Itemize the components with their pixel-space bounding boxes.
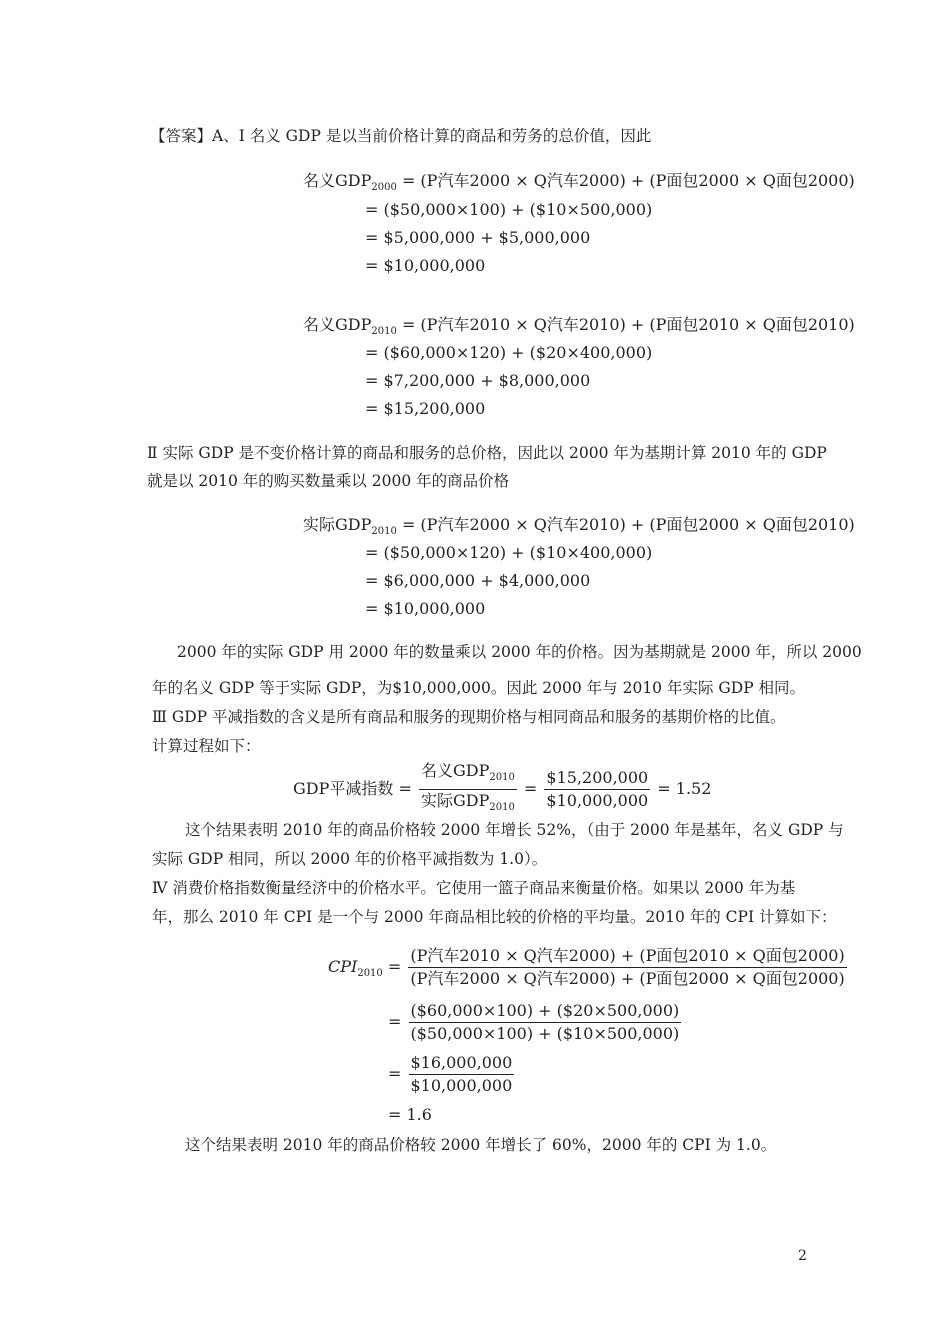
equation-cpi-result: = 1.6: [388, 1105, 432, 1124]
section-3-line1: Ⅲ GDP 平减指数的含义是所有商品和服务的现期价格与相同商品和服务的基期价格的比值。: [152, 708, 786, 726]
equation-nominal-gdp-2000-line2: = ($50,000×100) + ($10×500,000): [365, 200, 653, 219]
equation-nominal-gdp-2010-line3: = $7,200,000 + $8,000,000: [365, 371, 591, 390]
equation-nominal-gdp-2010-line1: [303, 312, 855, 337]
equation-gdp-deflator: [293, 760, 711, 819]
section-3-line2: 计算过程如下：: [152, 737, 261, 755]
eq-rhs: = (P汽车2000 × Q汽车2000) + (P面包2000 × Q面包2000): [401, 171, 855, 190]
fraction-denominator: (P汽车2000 × Q汽车2000) + (P面包2000 × Q面包2000): [410, 969, 845, 988]
fraction-denominator: $10,000,000: [546, 791, 649, 811]
equals-sign: =: [388, 1064, 402, 1083]
equation-nominal-gdp-2000-line3: = $5,000,000 + $5,000,000: [365, 228, 591, 247]
equation-real-gdp-2010-line1: [303, 512, 855, 537]
paragraph-deflator-line1: 这个结果表明 2010 年的商品价格较 2000 年增长 52%，（由于 2000 年是基年，名义 GDP 与: [185, 821, 844, 839]
section-2-line2: 就是以 2010 年的购买数量乘以 2000 年的商品价格: [147, 472, 510, 490]
equation-cpi-line3: [388, 1052, 516, 1097]
eq-rhs: = (P汽车2000 × Q汽车2010) + (P面包2000 × Q面包2010): [401, 515, 855, 534]
section-4-line2: 年，那么 2010 年 CPI 是一个与 2000 年商品相比较的价格的平均量。2010 年的 CPI 计算如下：: [152, 908, 837, 926]
equation-real-gdp-2010-line3: = $6,000,000 + $4,000,000: [365, 571, 591, 590]
fraction-numerator: (P汽车2010 × Q汽车2000) + (P面包2010 × Q面包2000): [408, 945, 846, 968]
eq-lhs-sub: 2010: [371, 326, 397, 338]
eq-lhs: 实际GDP: [303, 515, 372, 534]
cpi-lhs-sub: 2010: [357, 968, 383, 980]
answer-heading: 【答案】A、Ⅰ 名义 GDP 是以当前价格计算的商品和劳务的总价值，因此: [150, 127, 652, 145]
eq-lhs-sub: 2010: [371, 526, 397, 538]
fraction-denominator: $10,000,000: [410, 1076, 513, 1095]
fraction-numerator: $16,000,000: [409, 1052, 515, 1075]
section-4-line1: Ⅳ 消费价格指数衡量经济中的价格水平。它使用一篮子商品来衡量价格。如果以 2000 年为基: [152, 879, 796, 897]
deflator-fraction-1: [419, 760, 517, 819]
eq-rhs: = (P汽车2010 × Q汽车2010) + (P面包2010 × Q面包2010): [401, 315, 855, 334]
eq-lhs-sub: 2000: [371, 182, 397, 194]
paragraph-real-gdp-line1: 2000 年的实际 GDP 用 2000 年的数量乘以 2000 年的价格。因为基期就是 2000 年，所以 2000: [177, 643, 862, 661]
fraction-numerator: ($60,000×100) + ($20×500,000): [409, 1000, 682, 1023]
equation-cpi-line2: [388, 1000, 683, 1045]
cpi-lhs: CPI: [328, 957, 358, 976]
paragraph-deflator-line2: 实际 GDP 相同，所以 2000 年的价格平减指数为 1.0）。: [152, 850, 548, 868]
fraction-denominator: 实际$GDP_{2010}$: [420, 791, 515, 814]
deflator-lhs: GDP平减指数 =: [293, 779, 412, 799]
equals-sign: =: [388, 1012, 402, 1031]
fraction-denominator: ($50,000×100) + ($10×500,000): [410, 1024, 680, 1043]
fraction-numerator: 名义$GDP_{2010}$: [419, 760, 517, 790]
cpi-fraction-3: [409, 1052, 515, 1097]
paragraph-cpi: 这个结果表明 2010 年的商品价格较 2000 年增长了 60%，2000 年的 CPI 为 1.0。: [185, 1136, 777, 1154]
equation-real-gdp-2010-line4: = $10,000,000: [365, 599, 486, 618]
cpi-fraction-2: [409, 1000, 682, 1045]
paragraph-real-gdp-line2: 年的名义 GDP 等于实际 GDP，为$10,000,000。因此 2000 年与 2010 年实际 GDP 相同。: [152, 679, 806, 697]
equals-sign: =: [523, 779, 538, 799]
eq-lhs: 名义GDP: [303, 315, 372, 334]
page-number: 2: [798, 1248, 807, 1264]
deflator-fraction-2: [544, 767, 650, 812]
deflator-result: = 1.52: [657, 779, 712, 799]
equation-real-gdp-2010-line2: = ($50,000×120) + ($10×400,000): [365, 543, 653, 562]
equation-nominal-gdp-2010-line4: = $15,200,000: [365, 399, 486, 418]
section-2-line1: Ⅱ 实际 GDP 是不变价格计算的商品和服务的总价格，因此以 2000 年为基期计算 2010 年的 GDP: [147, 444, 827, 462]
equation-cpi-line1: [328, 945, 849, 990]
equation-nominal-gdp-2000-line4: = $10,000,000: [365, 256, 486, 275]
cpi-fraction-1: [408, 945, 846, 990]
eq-lhs: 名义GDP: [303, 171, 372, 190]
equals-sign: =: [387, 957, 402, 976]
equation-nominal-gdp-2010-line2: = ($60,000×120) + ($20×400,000): [365, 343, 653, 362]
fraction-numerator: $15,200,000: [544, 767, 650, 790]
equation-nominal-gdp-2000-line1: [303, 168, 855, 193]
